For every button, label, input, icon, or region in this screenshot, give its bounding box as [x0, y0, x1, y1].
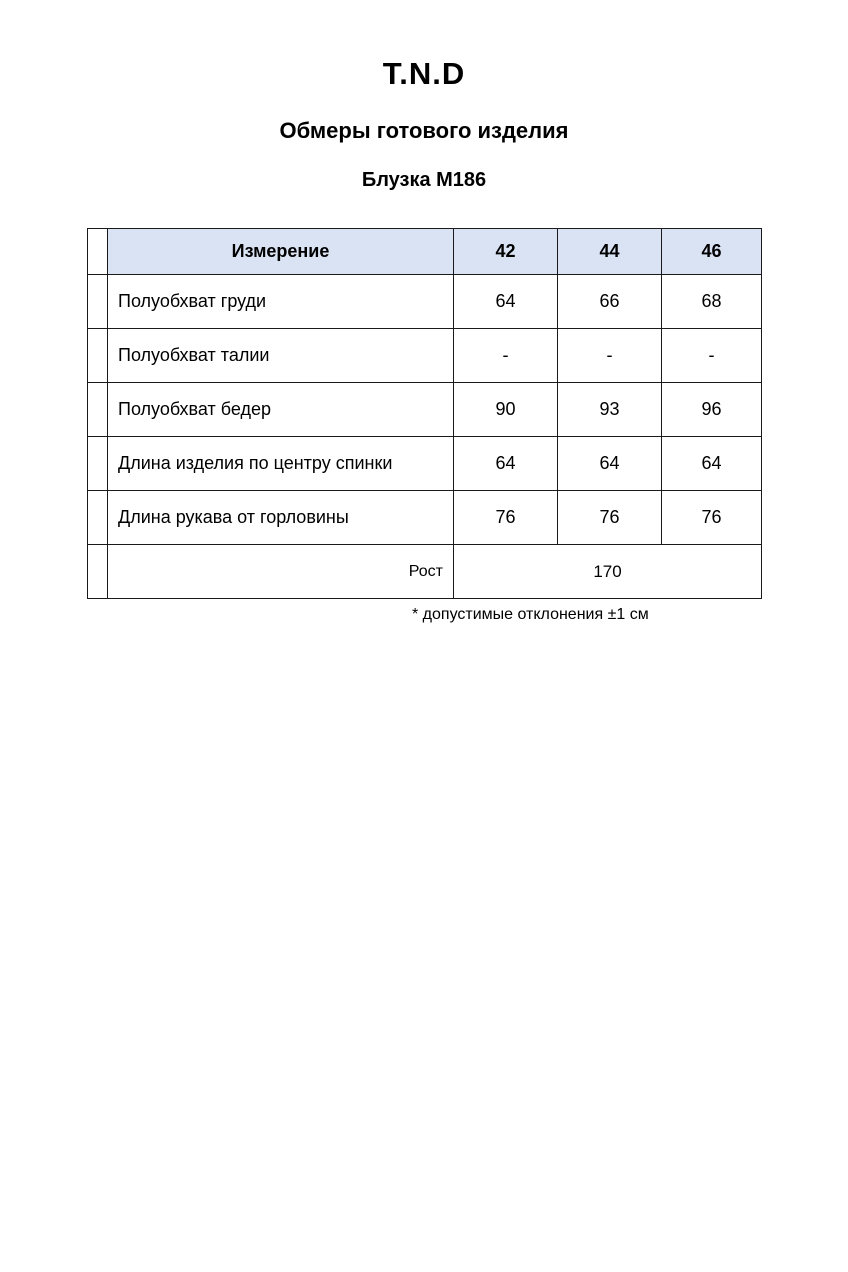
row-marker-cell	[88, 275, 108, 329]
header-size-46: 46	[662, 229, 762, 275]
header-size-44: 44	[558, 229, 662, 275]
header-size-42: 42	[454, 229, 558, 275]
table-header-row	[88, 229, 762, 275]
row-label: Длина рукава от горловины	[108, 491, 454, 545]
product-subtitle: Блузка М186	[361, 169, 487, 191]
row-marker-cell	[88, 383, 108, 437]
row-value: 64	[454, 437, 558, 491]
table-row	[88, 437, 762, 491]
header-measurement: Измерение	[108, 229, 454, 275]
table-corner-cell	[88, 229, 108, 275]
row-value: 76	[662, 491, 762, 545]
row-label: Полуобхват груди	[108, 275, 454, 329]
measurements-table	[87, 228, 762, 599]
row-value: 68	[662, 275, 762, 329]
row-marker-cell	[88, 545, 108, 599]
row-value: 90	[454, 383, 558, 437]
tolerance-note: * допустимые отклонения ±1 см	[412, 606, 649, 623]
height-row	[88, 545, 762, 599]
table-row	[88, 329, 762, 383]
table-row	[88, 275, 762, 329]
table-row	[88, 491, 762, 545]
row-value: -	[454, 329, 558, 383]
page-title: Обмеры готового изделия	[279, 118, 569, 143]
row-label: Полуобхват бедер	[108, 383, 454, 437]
row-label: Полуобхват талии	[108, 329, 454, 383]
row-value: 76	[454, 491, 558, 545]
row-value: 96	[662, 383, 762, 437]
table-row	[88, 383, 762, 437]
row-value: 76	[558, 491, 662, 545]
row-marker-cell	[88, 491, 108, 545]
height-value: 170	[454, 545, 762, 599]
row-marker-cell	[88, 329, 108, 383]
row-value: -	[558, 329, 662, 383]
row-label: Длина изделия по центру спинки	[108, 437, 454, 491]
row-value: 93	[558, 383, 662, 437]
height-label: Рост	[108, 545, 454, 599]
row-value: 64	[454, 275, 558, 329]
row-value: 66	[558, 275, 662, 329]
brand-title: T.N.D	[382, 56, 466, 91]
row-value: 64	[558, 437, 662, 491]
row-marker-cell	[88, 437, 108, 491]
row-value: 64	[662, 437, 762, 491]
row-value: -	[662, 329, 762, 383]
